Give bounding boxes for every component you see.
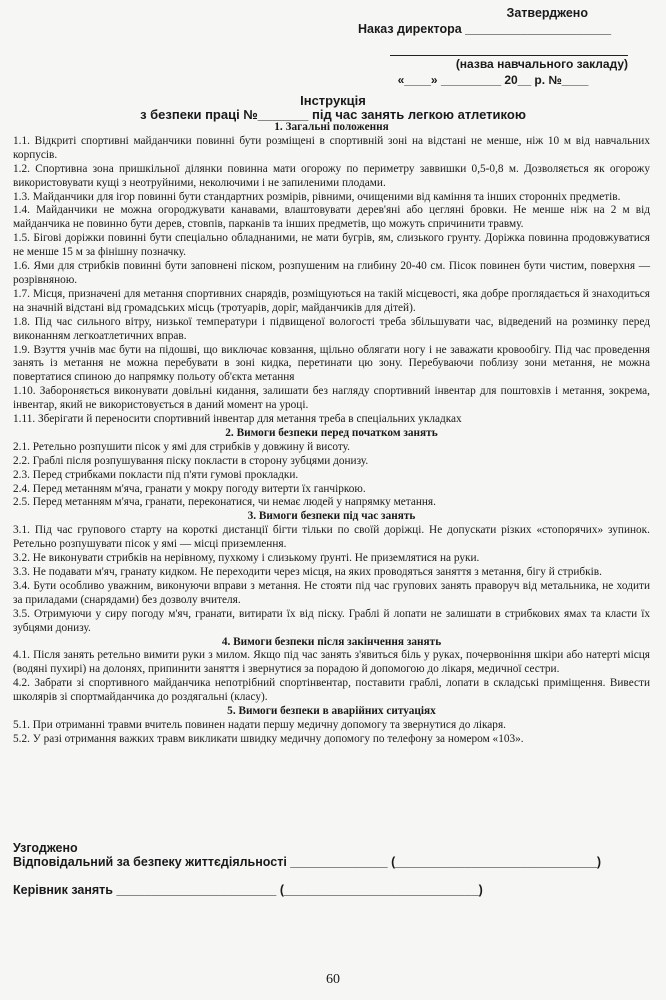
- clause: 5.1. При отриманні травми вчитель повинен надати першу медичну допомогу та звернутися до лікаря.: [13, 718, 506, 731]
- section-title: 3. Вимоги безпеки під час занять: [247, 510, 416, 523]
- section-title: 2. Вимоги безпеки перед початком занять: [225, 426, 438, 439]
- responsible-signature-line: Відповідальний за безпеку життєдіяльності ______________ (_____________________________): [13, 855, 602, 869]
- clause: 1.10. Забороняється виконувати довільні кидання, залишати без нагляду спортивний інвентар для поштовхів і метання, зокрема, інвентар, який не використовується в даний момент на уроці.: [13, 385, 650, 412]
- instruction-body: [13, 121, 650, 747]
- clause: 1.6. Ями для стрибків повинні бути заповнені піском, розпушеним на глибину 20-40 см. Пісок повинен бути чистим, поверхня — розрівняною.: [13, 260, 650, 286]
- director-order-line: Наказ директора _____________________: [358, 22, 612, 36]
- clause: 3.4. Бути особливо уважним, виконуючи вправи з метання. Не стояти під час групових занять праворуч від метальника, не ходити за приладами (снарядами) без дозволу вчителя.: [13, 579, 650, 606]
- clause: 1.7. Місця, призначені для метання спортивних снарядів, розміщуються на такій місцевості, яка добре проглядається й знаходиться на значній відстані від громадських місць (тротуарів, доріг, майданчиків для дітей).: [13, 287, 650, 314]
- clause: 4.2. Забрати зі спортивного майданчика непотрібний спортінвентар, поставити граблі, лопати в складські приміщення. Вивести школярів зі спортмайданчика до роздягальні (класу).: [13, 677, 650, 704]
- clause: 3.5. Отримуючи у сиру погоду м'яч, гранати, витирати їх від піску. Граблі й лопати не залишати в стрибкових ямах та класти їх зубцями донизу.: [13, 607, 650, 634]
- date-number-line: «____» _________ 20__ р. №____: [397, 73, 589, 87]
- clause: 1.8. Під час сильного вітру, низької температури і підвищеної вологості треба збільшувати час, відведений на розминку перед виконанням легкоатлетичних вправ.: [13, 315, 650, 342]
- approval-title: Затверджено: [506, 6, 588, 20]
- clause: 1.3. Майданчики для ігор повинні бути стандартних розмірів, рівними, очищеними від каміння та інших сторонніх предметів.: [13, 190, 621, 203]
- section-title: 5. Вимоги безпеки в аварійних ситуаціях: [227, 705, 436, 718]
- clause: 2.2. Граблі після розпушування піску покласти в сторону зубцями донизу.: [13, 454, 369, 467]
- clause: 1.11. Зберігати й переносити спортивний інвентар для метання треба в спеціальних укладках: [13, 413, 462, 426]
- clause: 2.4. Перед метанням м'яча, гранати у мокру погоду витерти їх ганчіркою.: [13, 482, 366, 495]
- clause: 3.2. Не виконувати стрибків на нерівному, пухкому і слизькому ґрунті. Не приземлятися на руки.: [13, 552, 480, 565]
- clause: 3.1. Під час групового старту на короткі дистанції бігти тільки по своїй доріжці. Не допускати різких «стопорячих» зупинок. Ретельно розпушувати пісок у ямі — місці приземлення.: [13, 524, 650, 551]
- clause: 1.1. Відкриті спортивні майданчики повинні бути розміщені в спортивній зоні на відстані не менше, ніж 10 м від навчальних корпусів.: [13, 134, 650, 161]
- clause: 5.2. У разі отримання важких травм викликати швидку медичну допомогу по телефону за номером «103».: [13, 732, 524, 745]
- clause: 3.3. Не подавати м'яч, гранату кидком. Не переходити через місця, на яких проводяться заняття з метання, бігу й стрибків.: [13, 566, 602, 578]
- approval-block: [358, 6, 628, 88]
- school-name-caption: (назва навчального закладу): [455, 57, 628, 71]
- clause: 2.5. Перед метанням м'яча, гранати, переконатися, чи немає людей у напрямку метання.: [13, 496, 436, 509]
- document-subtitle: з безпеки праці №_______ під час занять легкою атлетикою: [140, 107, 526, 122]
- section-title: 1. Загальні положення: [274, 121, 389, 133]
- clause: 2.1. Ретельно розпушити пісок у ямі для стрибків у довжину й висоту.: [13, 440, 350, 453]
- clause: 1.4. Майданчики не можна огороджувати канавами, влаштовувати дерев'яні або цегляні бровки. Не менше ніж на 2 м від майданчика не повинно бути дерев, стовпів, парканів та інших предметів, що можуть спричинити травму.: [13, 204, 650, 231]
- clause: 2.3. Перед стрибками покласти під п'яти гумові прокладки.: [13, 468, 299, 481]
- agreed-label: Узгоджено: [13, 841, 78, 855]
- lead-signature-line: Керівник занять _______________________ (____________________________): [13, 883, 483, 897]
- clause: 1.9. Взуття учнів має бути на підошві, що виключає ковзання, щільно облягати ногу і не заважати кровообігу. Під час проведення занять із метання не можна перебувати в зоні кидка, перетинати цю зону. Перебуваючи поблизу зони метання, не можна повертатися спиною до напрямку польоту об'єкта метання: [13, 343, 650, 384]
- section-title: 4. Вимоги безпеки після закінчення занять: [221, 635, 442, 648]
- document-title: Інструкція: [300, 93, 366, 108]
- school-name-blank: [390, 41, 628, 56]
- clause: 4.1. Після занять ретельно вимити руки з милом. Якщо під час занять з'явиться біль у руках, почервоніння шкіри або натерті місця (водяні пухирі) на долонях, припинити заняття і звернутися за порадою й допомогою до лікаря, медичної сестри.: [13, 649, 650, 676]
- clause: 1.5. Бігові доріжки повинні бути спеціально обладнаними, не мати бугрів, ям, слизького грунту. Доріжка повинна продовжуватися не менше 15 м за фінішну позначку.: [13, 232, 650, 259]
- page-number: 60: [326, 972, 340, 987]
- clause: 1.2. Спортивна зона пришкільної ділянки повинна мати огорожу по периметру заввишки 0,5-0,8 м. Дозволяється як огорожу використовувати кущі з неотруйними, неколючими і не запиленими плодами.: [13, 162, 650, 189]
